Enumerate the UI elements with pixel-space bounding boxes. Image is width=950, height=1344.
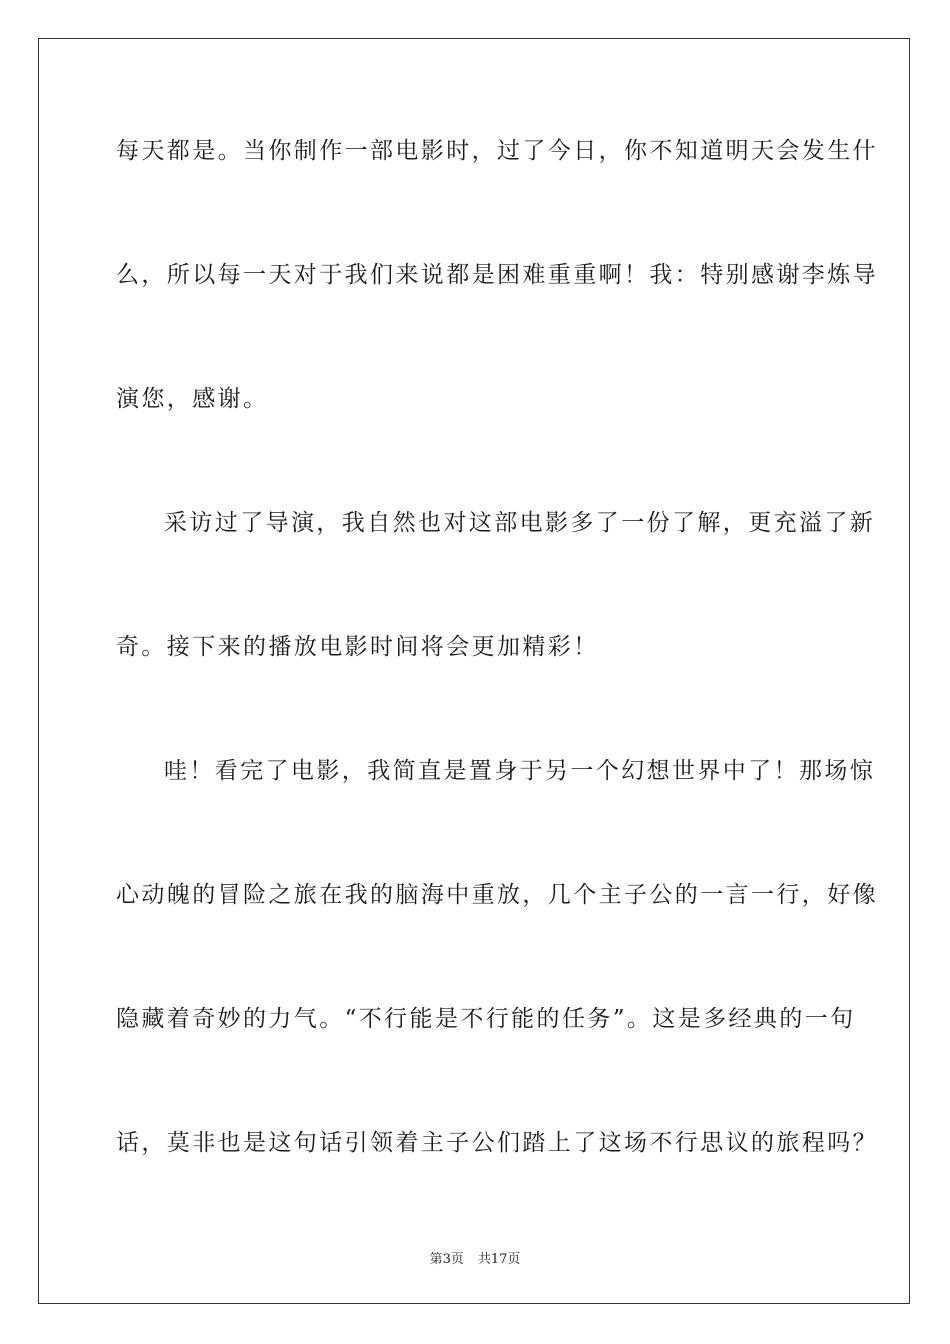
- page-footer: [0, 1248, 950, 1267]
- text-line: 奇。接下来的播放电影时间将会更加精彩！: [116, 634, 599, 660]
- text-line: 话，莫非也是这句话引领着主子公们踏上了这场不行思议的旅程吗？: [116, 1130, 878, 1156]
- text-line: 么，所以每一天对于我们来说都是困难重重啊！我：特别感谢李炼导: [116, 262, 878, 288]
- page-border: [38, 38, 910, 1304]
- text-line: 演您，感谢。: [116, 386, 269, 412]
- page-total: 共17页: [477, 1252, 521, 1267]
- text-line: 采访过了导演，我自然也对这部电影多了一份了解，更充溢了新: [164, 510, 876, 536]
- text-line: 隐藏着奇妙的力气。“不行能是不行能的任务”。这是多经典的一句: [116, 1006, 856, 1032]
- text-line: 心动魄的冒险之旅在我的脑海中重放，几个主子公的一言一行，好像: [116, 882, 878, 908]
- text-line: 哇！看完了电影，我简直是置身于另一个幻想世界中了！那场惊: [164, 758, 876, 784]
- text-line: 每天都是。当你制作一部电影时，过了今日，你不知道明天会发生什: [116, 138, 878, 164]
- page-number: 第3页: [429, 1252, 464, 1267]
